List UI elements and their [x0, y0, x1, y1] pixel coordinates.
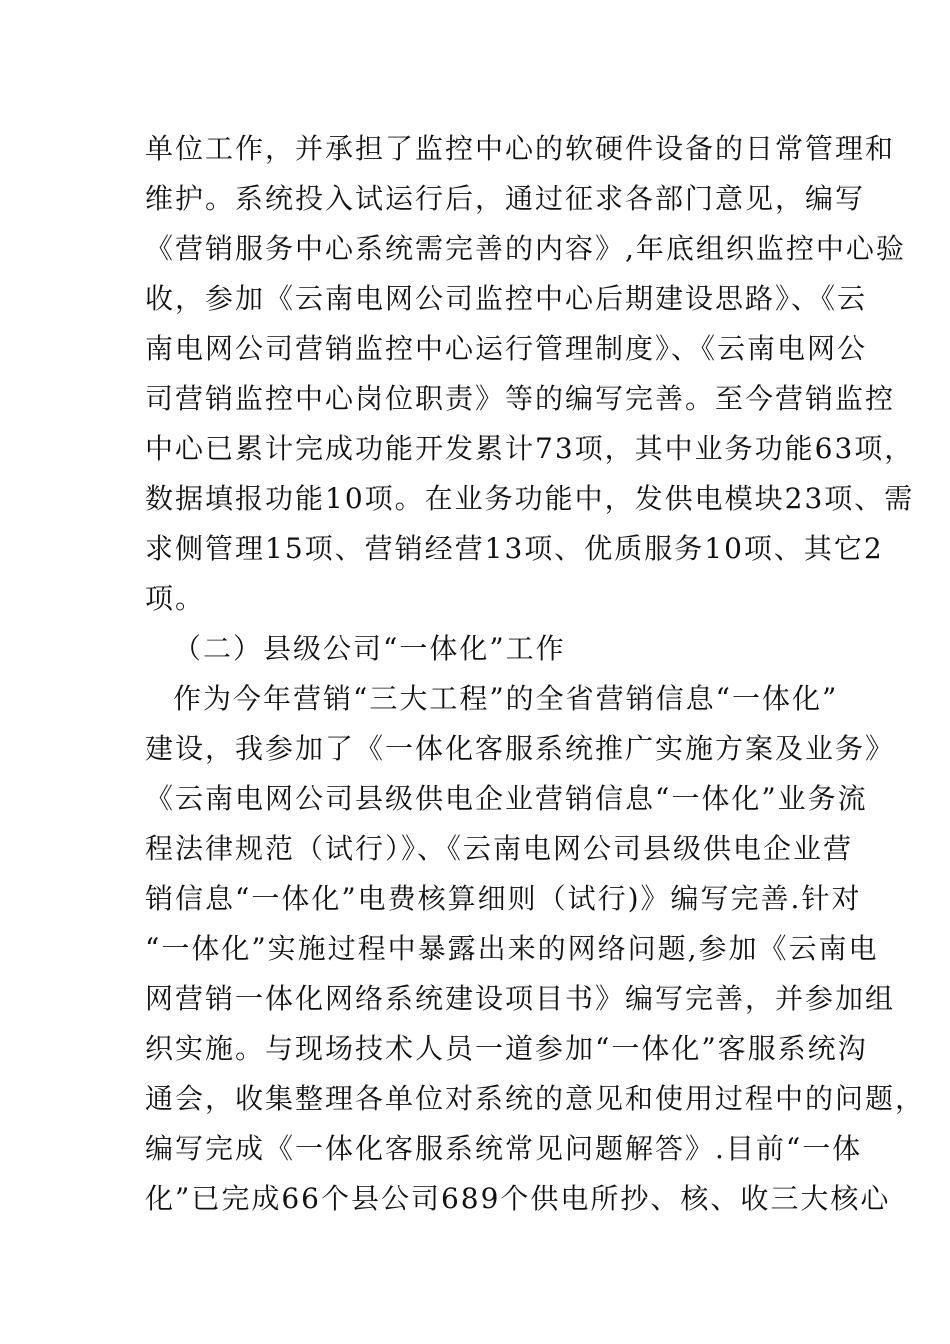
text-line: 织实施。与现场技术人员一道参加“一体化”客服系统沟 [145, 1032, 868, 1065]
text-line: 数据填报功能10项。在业务功能中，发供电模块23项、需 [145, 482, 915, 515]
text-line: 《营销服务中心系统需完善的内容》,年底组织监控中心验 [145, 232, 906, 265]
text-line: 南电网公司营销监控中心运行管理制度》、《云南电网公 [145, 332, 868, 365]
text-line: 中心已累计完成功能开发累计73项，其中业务功能63项， [145, 432, 915, 465]
text-line: 司营销监控中心岗位职责》等的编写完善。至今营销监控 [145, 382, 896, 415]
body-text [145, 124, 926, 1224]
paragraph-first-line: 作为今年营销“三大工程”的全省营销信息“一体化” [173, 682, 839, 715]
section-heading: （二）县级公司“一体化”工作 [173, 632, 566, 665]
text-line: 建设，我参加了《一体化客服系统推广实施方案及业务》 [145, 732, 896, 765]
text-line: 网营销一体化网络系统建设项目书》编写完善，并参加组 [145, 982, 896, 1015]
text-line: 通会，收集整理各单位对系统的意见和使用过程中的问题， [145, 1082, 926, 1115]
text-line: 收，参加《云南电网公司监控中心后期建设思路》、《云 [145, 282, 868, 315]
text-line: 编写完成《一体化客服系统常见问题解答》.目前“一体 [145, 1132, 863, 1165]
text-line: “一体化”实施过程中暴露出来的网络问题,参加《云南电 [145, 932, 879, 965]
text-line: 程法律规范（试行）》、《云南电网公司县级供电企业营 [145, 832, 854, 865]
text-line: 维护。系统投入试运行后，通过征求各部门意见，编写 [145, 182, 866, 215]
text-line: 化”已完成66个县公司689个供电所抄、核、收三大核心 [145, 1182, 891, 1215]
text-line: 销信息“一体化”电费核算细则（试行)》编写完善.针对 [145, 882, 862, 915]
text-line: 单位工作，并承担了监控中心的软硬件设备的日常管理和 [145, 132, 896, 165]
text-line: 《云南电网公司县级供电企业营销信息“一体化”业务流 [145, 782, 868, 815]
text-line: 求侧管理15项、营销经营13项、优质服务10项、其它2 [145, 532, 884, 565]
text-line: 项。 [145, 582, 206, 615]
